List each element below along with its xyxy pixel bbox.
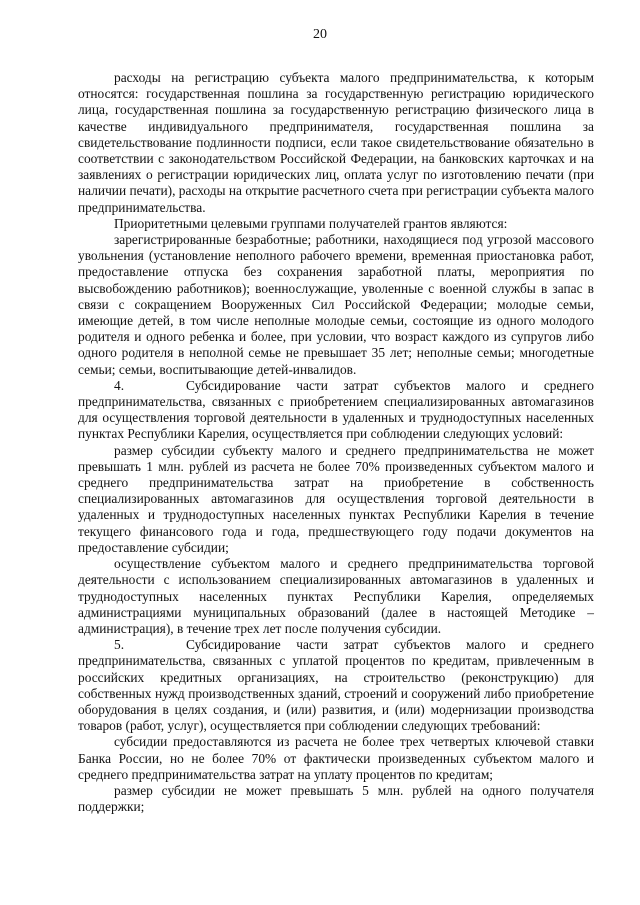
paragraph-subsidy-size-automarkets: размер субсидии субъекту малого и среднего предпринимательства не может превышать 1 млн. рублей из расчета не более 70% произведенных субъектом малого и среднего предпринимательства затрат на приобретение в собственность специализированных автомагазинов для осуществления торговой деятельности в удаленных и труднодоступных населенных пунктах Республики Карелия в течение текущего финансового года и года, предшествующего году подачи документов на предоставление субсидии; <box>78 442 594 555</box>
paragraph-item-5: 5. Субсидирование части затрат субъектов малого и среднего предпринимательства, связанных с уплатой процентов по кредитам, привлеченным в российских кредитных организациях, на строительство (реконструкцию) для собственных нужд производственных зданий, строений и сооружений либо приобретение оборудования в целях создания, и (или) развития, и (или) модернизации производства товаров (работ, услуг), осуществляется при соблюдении следующих требований: <box>78 637 594 734</box>
paragraph-key-rate-condition: субсидии предоставляются из расчета не более трех четвертых ключевой ставки Банка России, но не более 70% от фактически произведенных субъектом малого и среднего предпринимательства затрат на уплату процентов по кредитам; <box>78 734 594 782</box>
paragraph-priority-groups-intro: Приоритетными целевыми группами получателей грантов являются: <box>114 215 508 231</box>
paragraph-subsidy-limit: размер субсидии не может превышать 5 млн. рублей на одного получателя поддержки; <box>78 782 594 815</box>
paragraph-priority-groups-list: зарегистрированные безработные; работники, находящиеся под угрозой массового увольнения (установление неполного рабочего времени, временная приостановка работ, предоставление отпуска без сохранения заработной платы, мероприятия по высвобождению работников); военнослужащие, уволенные с военной службы в запас в связи с сокращением Вооруженных Сил Российской Федерации; молодые семьи, имеющие детей, в том числе неполные молодые семьи, состоящие из одного молодого родителя и одного ребенка и более, при условии, что возраст каждого из супругов либо одного родителя в неполной семье не превышает 35 лет; неполные семьи; многодетные семьи; семьи, воспитывающие детей-инвалидов. <box>78 232 594 377</box>
paragraph-item-4: 4. Субсидирование части затрат субъектов малого и среднего предпринимательства, связанных с приобретением специализированных автомагазинов для осуществления торговой деятельности в удаленных и труднодоступных населенных пунктах Республики Карелия, осуществляется при соблюдении следующих условий: <box>78 377 594 442</box>
document-body <box>78 70 594 815</box>
paragraph-registration-expenses: расходы на регистрацию субъекта малого предпринимательства, к которым относятся: государственная пошлина за государственную регистрацию юридического лица, государственная пошлина за государственную регистрацию физического лица в качестве индивидуального предпринимателя, государственная пошлина за свидетельствование подлинности подписи, если такое свидетельствование обязательно в соответствии с законодательством Российской Федерации, на банковских карточках и на заявлениях о регистрации юридических лиц, оплата услуг по изготовлению печати (при наличии печати), расходы на открытие расчетного счета при регистрации субъекта малого предпринимательства. <box>78 70 594 215</box>
paragraph-trade-activity-condition: осуществление субъектом малого и среднего предпринимательства торговой деятельности с использованием специализированных автомагазинов в удаленных и труднодоступных населенных пунктах Республики Карелия, определяемых администрациями муниципальных образований (далее в настоящей Методике – администрация), в течение трех лет после получения субсидии. <box>78 556 594 636</box>
page-number: 20 <box>313 27 327 42</box>
